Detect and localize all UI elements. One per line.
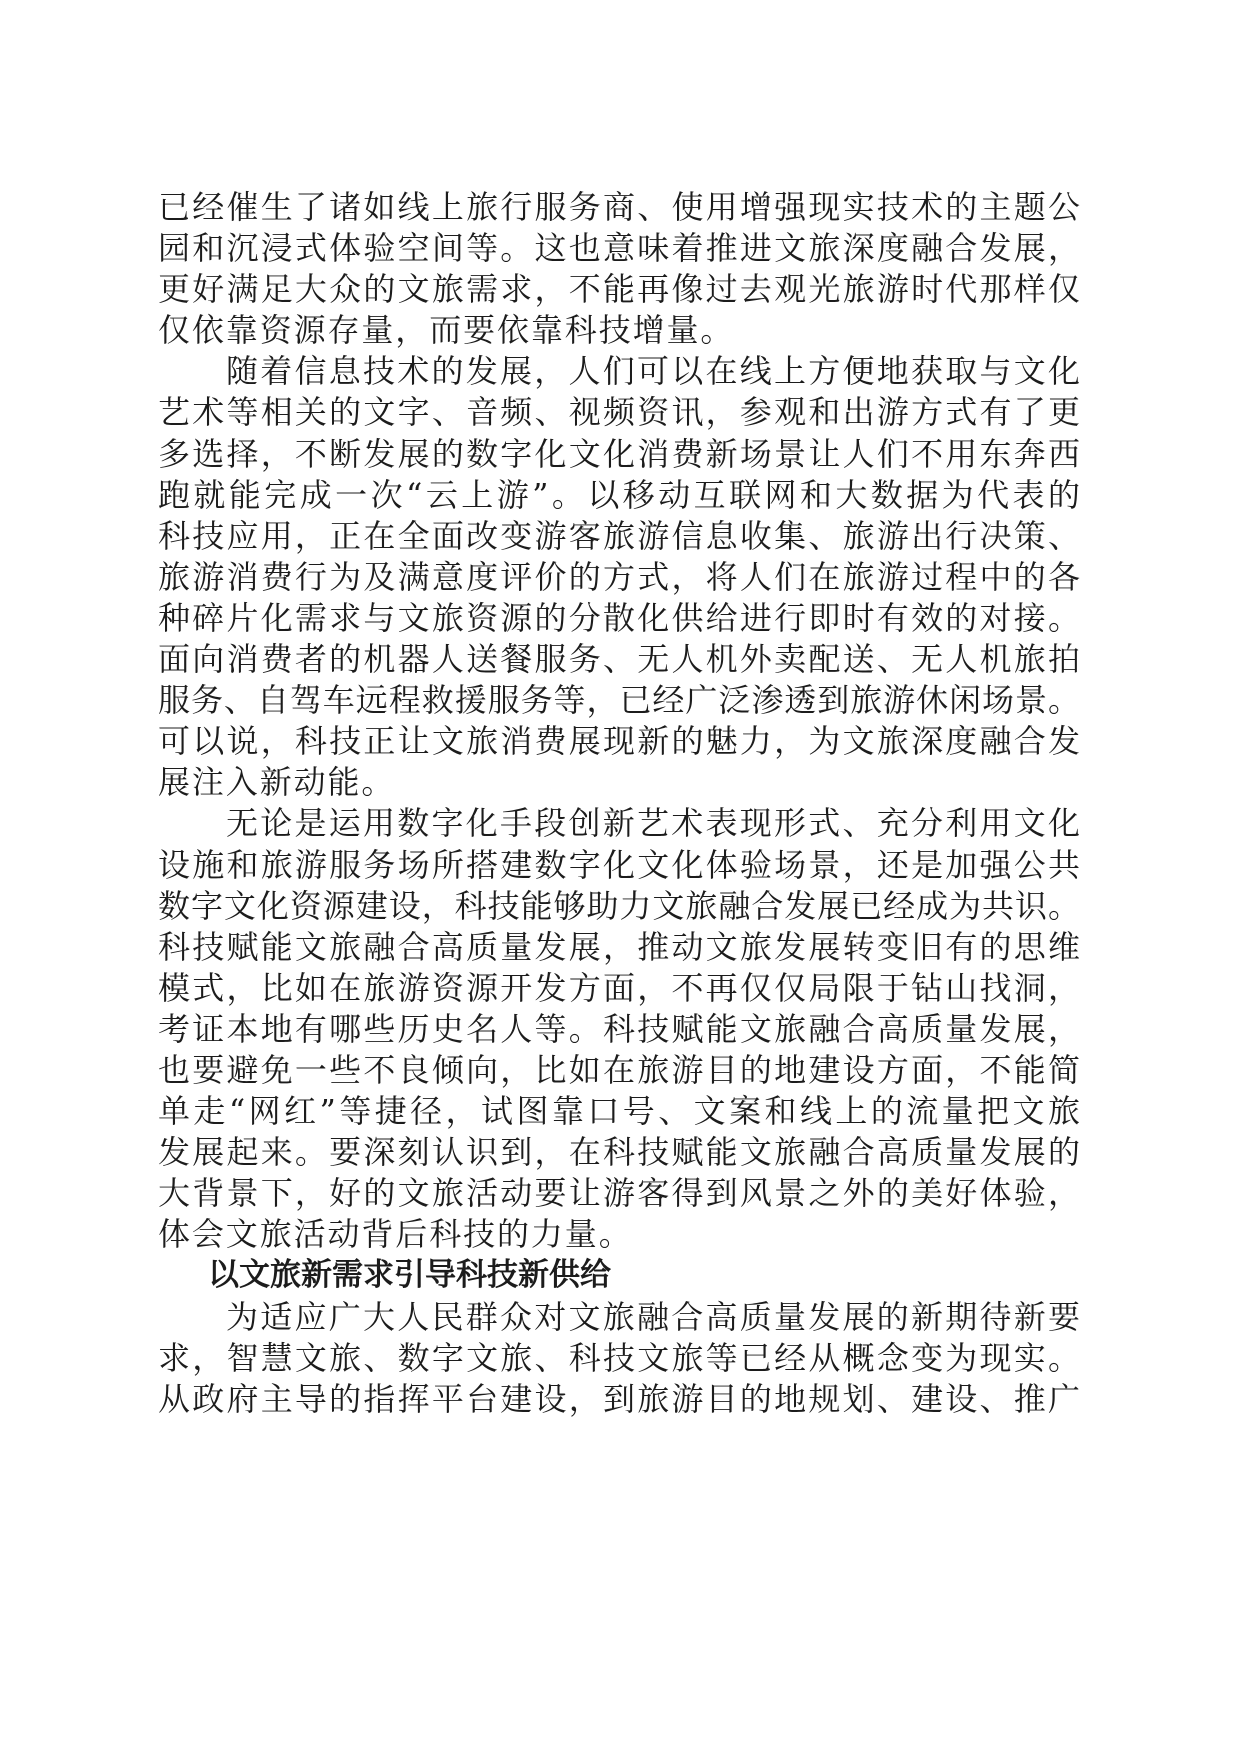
paragraph	[158, 187, 1080, 351]
text-line: 考证本地有哪些历史名人等。科技赋能文旅融合高质量发展，	[158, 1009, 1080, 1048]
text-line: 科技赋能文旅融合高质量发展，推动文旅发展转变旧有的思维	[158, 927, 1080, 966]
text-line: 多选择，不断发展的数字化文化消费新场景让人们不用东奔西	[158, 434, 1080, 473]
paragraph	[158, 803, 1080, 1255]
text-line: 体会文旅活动背后科技的力量。	[158, 1215, 633, 1254]
text-line: 无论是运用数字化手段创新艺术表现形式、充分利用文化	[226, 804, 1080, 843]
text-line: 仅依靠资源存量，而要依靠科技增量。	[158, 311, 735, 350]
text-line: 模式，比如在旅游资源开发方面，不再仅仅局限于钻山找洞，	[158, 968, 1080, 1007]
text-line: 艺术等相关的文字、音频、视频资讯，参观和出游方式有了更	[158, 393, 1080, 432]
text-line: 已经催生了诸如线上旅行服务商、使用增强现实技术的主题公	[158, 188, 1080, 226]
text-line: 从政府主导的指挥平台建设，到旅游目的地规划、建设、推广	[158, 1379, 1080, 1418]
text-line: 也要避免一些不良倾向，比如在旅游目的地建设方面，不能简	[158, 1050, 1080, 1089]
text-line: 面向消费者的机器人送餐服务、无人机外卖配送、无人机旅拍	[158, 640, 1080, 679]
text-line: 跑就能完成一次“云上游”。以移动互联网和大数据为代表的	[158, 475, 1080, 514]
text-line: 求，智慧文旅、数字文旅、科技文旅等已经从概念变为现实。	[158, 1338, 1080, 1377]
text-line: 随着信息技术的发展，人们可以在线上方便地获取与文化	[226, 352, 1080, 391]
text-line: 可以说，科技正让文旅消费展现新的魅力，为文旅深度融合发	[158, 722, 1080, 761]
text-line: 设施和旅游服务场所搭建数字化文化体验场景，还是加强公共	[158, 845, 1080, 884]
text-line: 服务、自驾车远程救援服务等，已经广泛渗透到旅游休闲场景。	[158, 681, 1080, 720]
text-line: 发展起来。要深刻认识到，在科技赋能文旅融合高质量发展的	[158, 1133, 1080, 1172]
text-line: 更好满足大众的文旅需求，不能再像过去观光旅游时代那样仅	[158, 270, 1080, 309]
text-line: 单走“网红”等捷径，试图靠口号、文案和线上的流量把文旅	[158, 1092, 1080, 1131]
text-line: 种碎片化需求与文旅资源的分散化供给进行即时有效的对接。	[158, 598, 1080, 637]
text-line: 数字文化资源建设，科技能够助力文旅融合发展已经成为共识。	[158, 886, 1080, 925]
text-line: 为适应广大人民群众对文旅融合高质量发展的新期待新要	[226, 1297, 1080, 1336]
text-line: 园和沉浸式体验空间等。这也意味着推进文旅深度融合发展，	[158, 229, 1080, 268]
paragraph	[158, 1297, 1080, 1420]
text-line: 旅游消费行为及满意度评价的方式，将人们在旅游过程中的各	[158, 557, 1080, 596]
text-line: 科技应用，正在全面改变游客旅游信息收集、旅游出行决策、	[158, 516, 1080, 555]
paragraph	[158, 351, 1080, 803]
section-heading: 以文旅新需求引导科技新供给	[208, 1257, 611, 1294]
text-line: 展注入新动能。	[158, 763, 396, 802]
text-line: 大背景下，好的文旅活动要让游客得到风景之外的美好体验，	[158, 1174, 1080, 1213]
document-body	[158, 187, 1080, 1420]
